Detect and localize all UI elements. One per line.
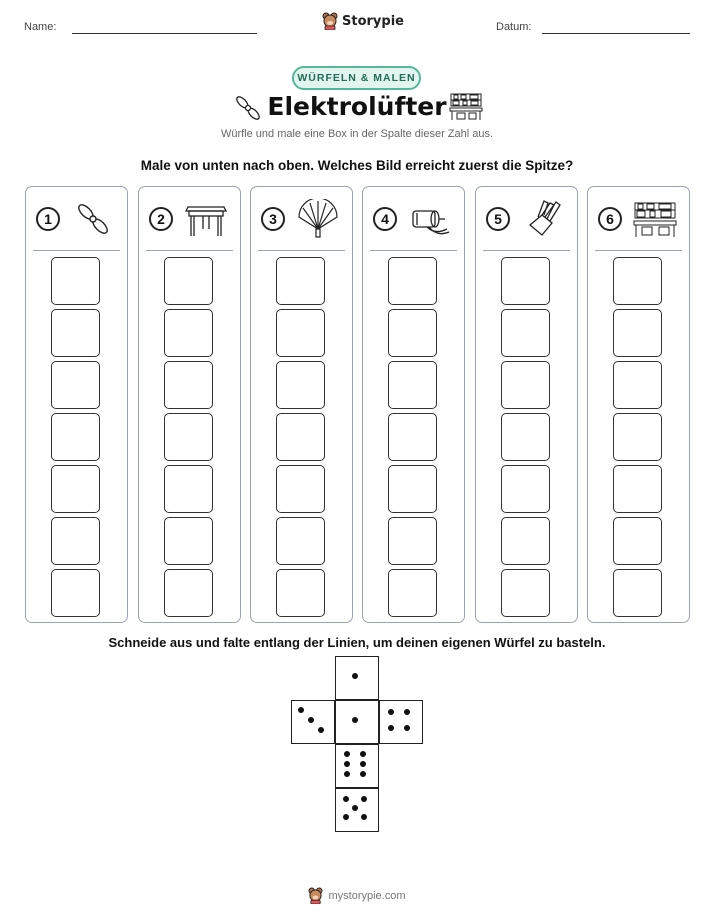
color-box[interactable] <box>51 361 100 409</box>
brand-logo <box>322 12 404 30</box>
column-1 <box>25 186 128 623</box>
die-pip <box>404 709 410 715</box>
die-pip <box>361 796 367 802</box>
column-number: 6 <box>598 207 622 231</box>
page-subtitle: Würfle und male eine Box in der Spalte dieser Zahl aus. <box>220 128 494 140</box>
date-field[interactable] <box>542 33 690 34</box>
column-2 <box>138 186 241 623</box>
color-box[interactable] <box>164 569 213 617</box>
color-box[interactable] <box>501 413 550 461</box>
table-icon <box>183 199 229 239</box>
die-face-4 <box>379 700 423 744</box>
color-box[interactable] <box>276 569 325 617</box>
color-box[interactable] <box>613 569 662 617</box>
color-box[interactable] <box>51 465 100 513</box>
color-box[interactable] <box>388 413 437 461</box>
color-box[interactable] <box>613 309 662 357</box>
color-box[interactable] <box>388 517 437 565</box>
color-box[interactable] <box>501 465 550 513</box>
color-box[interactable] <box>388 465 437 513</box>
column-4 <box>362 186 465 623</box>
bear-mascot-icon <box>322 12 338 30</box>
color-box[interactable] <box>164 361 213 409</box>
workshop-icon <box>449 91 483 121</box>
color-box[interactable] <box>164 257 213 305</box>
color-box[interactable] <box>501 361 550 409</box>
column-number: 3 <box>261 207 285 231</box>
cut-instruction: Schneide aus und falte entlang der Linien, um deinen eigenen Würfel zu basteln. <box>108 635 606 650</box>
column-divider <box>146 250 233 251</box>
die-pip <box>404 725 410 731</box>
color-box[interactable] <box>164 465 213 513</box>
die-pip <box>344 761 350 767</box>
color-box[interactable] <box>388 257 437 305</box>
color-box[interactable] <box>164 517 213 565</box>
footer-url[interactable]: mystorypie.com <box>328 889 406 902</box>
color-box[interactable] <box>613 413 662 461</box>
fan-blades-icon <box>520 199 566 239</box>
color-box[interactable] <box>501 569 550 617</box>
column-number: 2 <box>149 207 173 231</box>
color-box[interactable] <box>501 309 550 357</box>
color-box[interactable] <box>276 309 325 357</box>
die-pip <box>360 761 366 767</box>
die-pip <box>298 707 304 713</box>
activity-badge: WÜRFELN & MALEN <box>292 66 421 90</box>
color-box[interactable] <box>276 361 325 409</box>
column-divider <box>258 250 345 251</box>
color-box[interactable] <box>276 517 325 565</box>
electric-motor-icon <box>407 199 453 239</box>
column-6 <box>587 186 690 623</box>
bear-mascot-icon <box>308 887 323 904</box>
die-pip <box>352 805 358 811</box>
color-box[interactable] <box>51 309 100 357</box>
die-pip <box>343 814 349 820</box>
color-box[interactable] <box>501 257 550 305</box>
instruction-text: Male von unten nach oben. Welches Bild erreicht zuerst die Spitze? <box>140 158 574 173</box>
die-pip <box>361 814 367 820</box>
column-number: 1 <box>36 207 60 231</box>
color-box[interactable] <box>51 569 100 617</box>
column-divider <box>483 250 570 251</box>
workshop-icon <box>632 199 678 239</box>
page-title: Elektrolüfter <box>267 92 447 121</box>
column-divider <box>595 250 682 251</box>
column-number: 5 <box>486 207 510 231</box>
color-box[interactable] <box>276 257 325 305</box>
color-box[interactable] <box>164 413 213 461</box>
die-face-6 <box>335 744 379 788</box>
die-pip <box>344 751 350 757</box>
color-box[interactable] <box>388 361 437 409</box>
die-pip <box>388 725 394 731</box>
die-pip <box>352 673 358 679</box>
color-box[interactable] <box>388 309 437 357</box>
color-box[interactable] <box>51 257 100 305</box>
color-box[interactable] <box>276 413 325 461</box>
column-divider <box>370 250 457 251</box>
footer <box>0 887 714 904</box>
column-divider <box>33 250 120 251</box>
color-box[interactable] <box>164 309 213 357</box>
die-pip <box>360 771 366 777</box>
color-box[interactable] <box>613 361 662 409</box>
die-face-1 <box>335 700 379 744</box>
color-box[interactable] <box>388 569 437 617</box>
die-face-3 <box>291 700 335 744</box>
column-5 <box>475 186 578 623</box>
color-box[interactable] <box>51 413 100 461</box>
color-box[interactable] <box>501 517 550 565</box>
propeller-icon <box>70 199 116 239</box>
color-box[interactable] <box>276 465 325 513</box>
die-face-1 <box>335 656 379 700</box>
die-pip <box>343 796 349 802</box>
die-face-5 <box>335 788 379 832</box>
column-3 <box>250 186 353 623</box>
color-box[interactable] <box>613 257 662 305</box>
color-box[interactable] <box>613 517 662 565</box>
die-pip <box>308 717 314 723</box>
die-pip <box>388 709 394 715</box>
column-number: 4 <box>373 207 397 231</box>
color-box[interactable] <box>51 517 100 565</box>
color-box[interactable] <box>613 465 662 513</box>
date-label: Datum: <box>496 21 532 33</box>
name-label: Name: <box>24 21 57 33</box>
die-pip <box>352 717 358 723</box>
die-pip <box>360 751 366 757</box>
brand-name: Storypie <box>342 13 404 29</box>
name-field[interactable] <box>72 33 257 34</box>
die-pip <box>344 771 350 777</box>
die-pip <box>318 727 324 733</box>
hand-fan-icon <box>295 199 341 239</box>
